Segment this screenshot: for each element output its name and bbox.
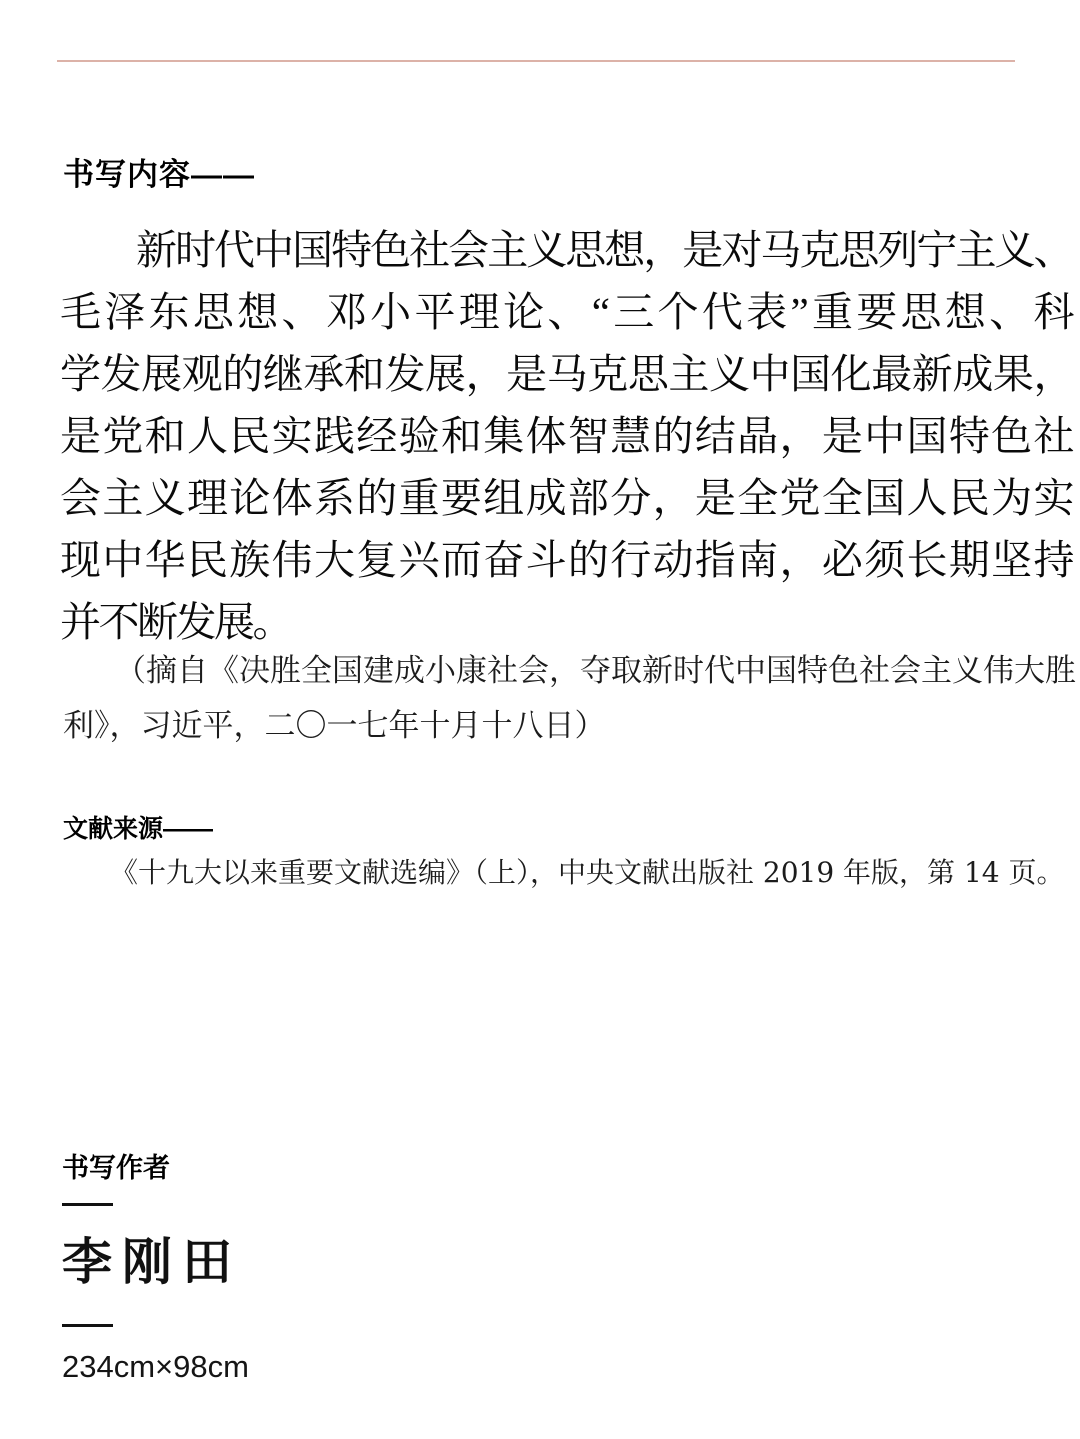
author-rule-top [62, 1203, 113, 1206]
author-rule-bottom [62, 1324, 113, 1327]
citation-block [63, 644, 1076, 754]
paragraph-line: 新时代中国特色社会主义思想，是对马克思列宁主义、 [136, 227, 1072, 273]
paragraph-line: 会主义理论体系的重要组成部分，是全党全国人民为实 [60, 475, 1072, 521]
source-reference-text: 《十九大以来重要文献选编》（上），中央文献出版社 2019 年版，第 14 页。 [110, 856, 1065, 889]
content-section-heading: 书写内容—— [63, 157, 255, 192]
paragraph-line: 学发展观的继承和发展，是马克思主义中国化最新成果， [60, 351, 1072, 397]
paragraph-line: 毛泽东思想、邓小平理论、“三个代表”重要思想、科 [60, 289, 1072, 335]
content-paragraph [60, 219, 1072, 653]
top-divider [57, 60, 1015, 62]
source-section-heading: 文献来源—— [63, 815, 214, 843]
paragraph-line: 是党和人民实践经验和集体智慧的结晶，是中国特色社 [60, 413, 1072, 459]
paragraph-line: 并不断发展。 [60, 599, 291, 645]
author-section-heading: 书写作者 [62, 1153, 170, 1183]
artwork-dimensions: 234cm×98cm [62, 1349, 249, 1384]
citation-line: 利》，习近平，二〇一七年十月十八日） [63, 708, 606, 744]
citation-line: （摘自《决胜全国建成小康社会，夺取新时代中国特色社会主义伟大胜 [115, 653, 1076, 689]
paragraph-line: 现中华民族伟大复兴而奋斗的行动指南，必须长期坚持 [60, 537, 1072, 583]
author-name: 李刚田 [62, 1234, 242, 1290]
